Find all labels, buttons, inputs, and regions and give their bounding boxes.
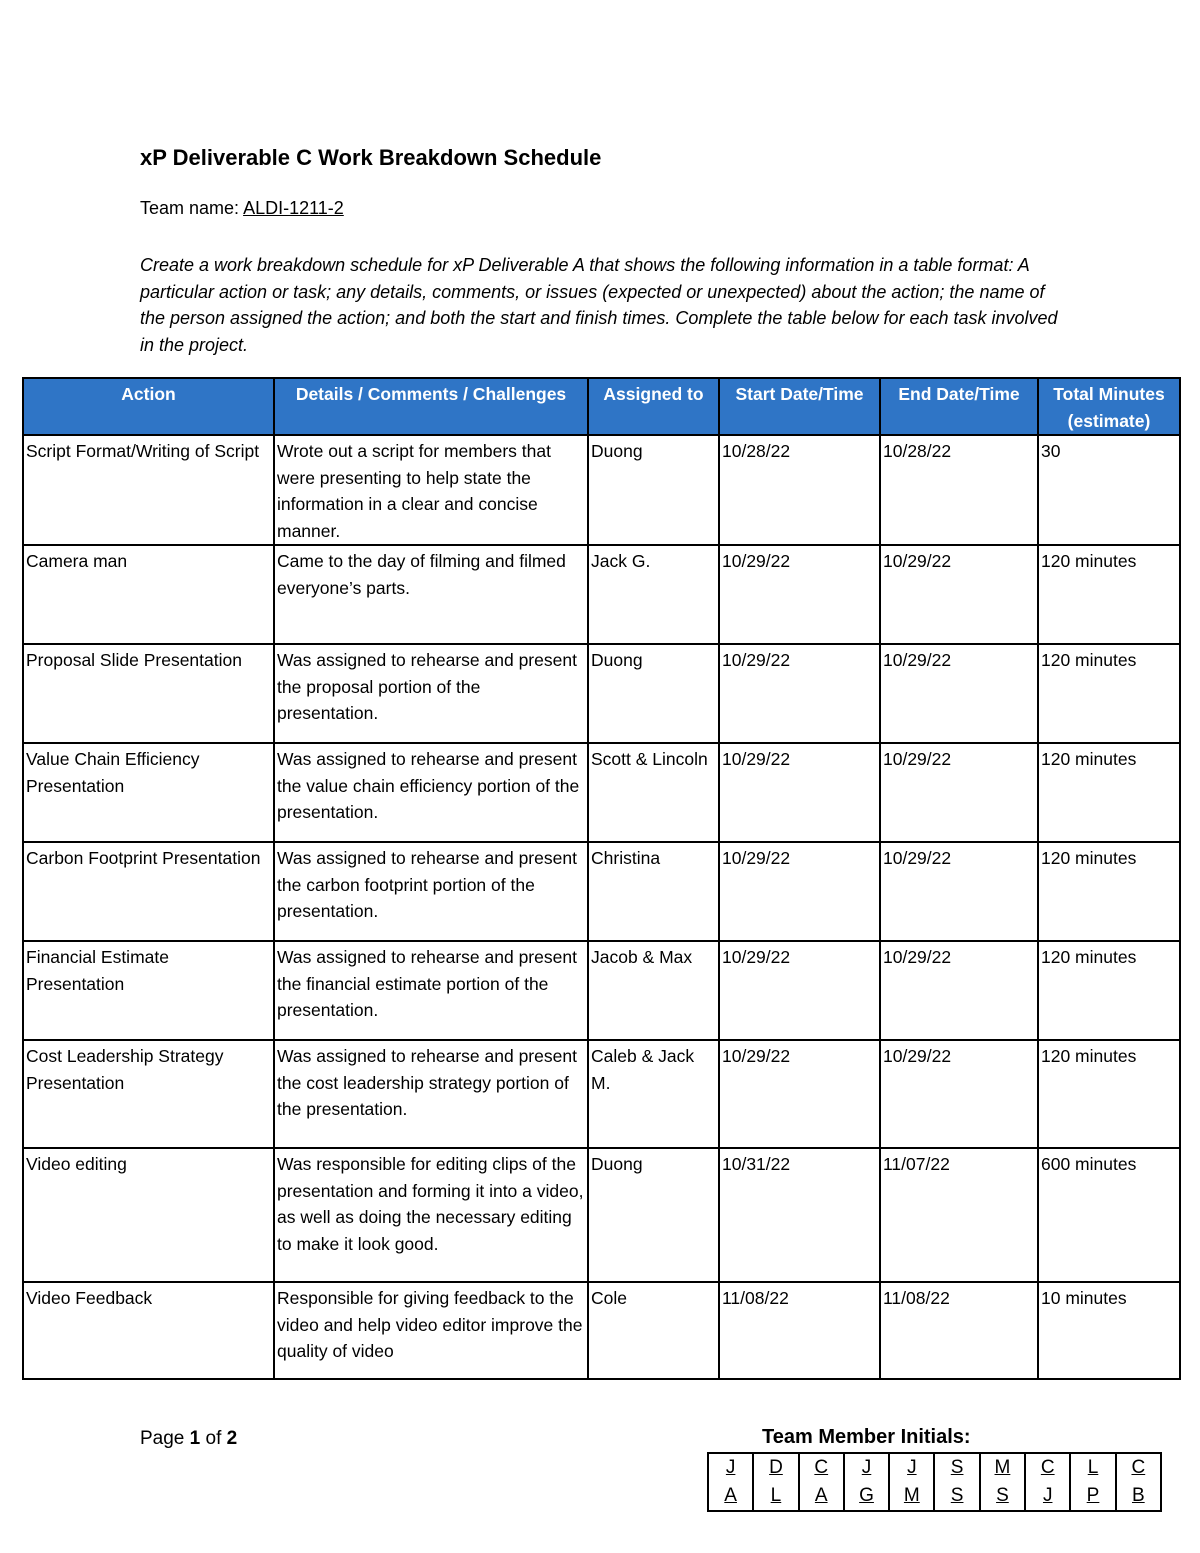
- cell-minutes: 120 minutes: [1038, 1040, 1180, 1148]
- cell-start: 10/29/22: [719, 644, 880, 743]
- initial-bottom: B: [1131, 1485, 1145, 1506]
- team-name-line: [140, 198, 344, 219]
- table-row: [23, 435, 1180, 545]
- initial-top: C: [1040, 1457, 1055, 1478]
- page-word: Page: [140, 1428, 190, 1449]
- initial-bottom: P: [1086, 1485, 1100, 1506]
- cell-action: Camera man: [23, 545, 274, 644]
- initial-bottom: A: [724, 1485, 737, 1506]
- initials-cell: [753, 1453, 798, 1511]
- cell-end: 10/29/22: [880, 1040, 1038, 1148]
- initial-top: M: [994, 1457, 1011, 1478]
- cell-minutes: 600 minutes: [1038, 1148, 1180, 1282]
- initials-cell: [980, 1453, 1025, 1511]
- cell-details: Was responsible for editing clips of the presentation and forming it into a video, as well as doing the necessary editing to make it look good.: [274, 1148, 588, 1282]
- initials-cell: [1025, 1453, 1070, 1511]
- page-current: 1: [189, 1428, 201, 1449]
- cell-details: Was assigned to rehearse and present the financial estimate portion of the presentation.: [274, 941, 588, 1040]
- cell-assigned: Scott & Lincoln: [588, 743, 719, 842]
- initials-cell: [889, 1453, 934, 1511]
- header-assigned: Assigned to: [588, 378, 719, 435]
- document-title: xP Deliverable C Work Breakdown Schedule: [140, 145, 602, 170]
- cell-action: Script Format/Writing of Script: [23, 435, 274, 545]
- cell-minutes: 120 minutes: [1038, 545, 1180, 644]
- team-name-label: Team name:: [140, 198, 244, 218]
- initial-top: D: [769, 1457, 783, 1478]
- cell-start: 10/29/22: [719, 842, 880, 941]
- cell-details: Was assigned to rehearse and present the value chain efficiency portion of the presentation.: [274, 743, 588, 842]
- table-header-row: [23, 378, 1180, 435]
- cell-assigned: Cole: [588, 1282, 719, 1379]
- cell-details: Was assigned to rehearse and present the carbon footprint portion of the presentation.: [274, 842, 588, 941]
- team-name-value: ALDI-1211-2: [243, 198, 344, 218]
- cell-action: Carbon Footprint Presentation: [23, 842, 274, 941]
- cell-minutes: 30: [1038, 435, 1180, 545]
- initials-label: Team Member Initials:: [762, 1426, 971, 1448]
- table-row: [23, 842, 1180, 941]
- initial-top: J: [907, 1457, 917, 1478]
- table-row: [23, 1148, 1180, 1282]
- initial-bottom: G: [859, 1485, 874, 1506]
- cell-start: 10/29/22: [719, 545, 880, 644]
- cell-end: 10/29/22: [880, 941, 1038, 1040]
- cell-start: 10/29/22: [719, 941, 880, 1040]
- cell-start: 10/29/22: [719, 743, 880, 842]
- cell-details: Was assigned to rehearse and present the proposal portion of the presentation.: [274, 644, 588, 743]
- table-row: [23, 1282, 1180, 1379]
- table-row: [23, 941, 1180, 1040]
- header-minutes: Total Minutes (estimate): [1038, 378, 1180, 435]
- cell-assigned: Caleb & Jack M.: [588, 1040, 719, 1148]
- cell-action: Financial Estimate Presentation: [23, 941, 274, 1040]
- cell-assigned: Duong: [588, 644, 719, 743]
- initial-bottom: M: [903, 1485, 920, 1506]
- cell-end: 11/08/22: [880, 1282, 1038, 1379]
- initial-top: J: [725, 1457, 736, 1478]
- page-total: 2: [226, 1428, 238, 1449]
- cell-end: 10/29/22: [880, 644, 1038, 743]
- header-action: Action: [23, 378, 274, 435]
- initial-top: C: [814, 1457, 829, 1478]
- initials-cell: [1116, 1453, 1161, 1511]
- initial-top: L: [1087, 1457, 1099, 1478]
- table-row: [23, 743, 1180, 842]
- page-of: of: [200, 1428, 227, 1449]
- work-breakdown-table: [22, 377, 1181, 1380]
- cell-action: Video Feedback: [23, 1282, 274, 1379]
- initial-bottom: J: [1042, 1485, 1053, 1506]
- cell-details: Wrote out a script for members that were presenting to help state the information in a clear and concise manner.: [274, 435, 588, 545]
- cell-minutes: 120 minutes: [1038, 644, 1180, 743]
- cell-assigned: Duong: [588, 1148, 719, 1282]
- cell-minutes: 10 minutes: [1038, 1282, 1180, 1379]
- initial-top: J: [861, 1457, 872, 1478]
- cell-start: 10/31/22: [719, 1148, 880, 1282]
- page-number: [140, 1428, 237, 1450]
- cell-assigned: Jack G.: [588, 545, 719, 644]
- cell-end: 10/28/22: [880, 435, 1038, 545]
- cell-end: 10/29/22: [880, 545, 1038, 644]
- initial-bottom: A: [814, 1485, 828, 1506]
- initials-cell: [1070, 1453, 1115, 1511]
- header-details: Details / Comments / Challenges: [274, 378, 588, 435]
- cell-details: Was assigned to rehearse and present the cost leadership strategy portion of the presentation.: [274, 1040, 588, 1148]
- table-row: [23, 1040, 1180, 1148]
- cell-start: 11/08/22: [719, 1282, 880, 1379]
- initials-cell: [934, 1453, 979, 1511]
- cell-assigned: Jacob & Max: [588, 941, 719, 1040]
- initials-cell: [844, 1453, 889, 1511]
- header-end: End Date/Time: [880, 378, 1038, 435]
- initial-bottom: S: [950, 1485, 964, 1506]
- cell-minutes: 120 minutes: [1038, 743, 1180, 842]
- instructions-text: Create a work breakdown schedule for xP Deliverable A that shows the following information in a table format: A particular action or task; any details, comments, or issues (expected or unexpected) about the action; the name of the person assigned the action; and both the start and finish times. Complete the table below for each task involved in the project.: [140, 255, 1058, 355]
- cell-assigned: Christina: [588, 842, 719, 941]
- initial-bottom: L: [770, 1485, 782, 1506]
- cell-end: 10/29/22: [880, 743, 1038, 842]
- table-row: [23, 644, 1180, 743]
- cell-action: Cost Leadership Strategy Presentation: [23, 1040, 274, 1148]
- cell-minutes: 120 minutes: [1038, 941, 1180, 1040]
- cell-action: Proposal Slide Presentation: [23, 644, 274, 743]
- cell-end: 10/29/22: [880, 842, 1038, 941]
- cell-action: Value Chain Efficiency Presentation: [23, 743, 274, 842]
- cell-details: Came to the day of filming and filmed everyone’s parts.: [274, 545, 588, 644]
- initial-top: S: [950, 1457, 964, 1478]
- team-initials-table: [707, 1452, 1162, 1512]
- cell-assigned: Duong: [588, 435, 719, 545]
- initial-bottom: S: [996, 1485, 1009, 1506]
- cell-start: 10/28/22: [719, 435, 880, 545]
- initials-cell: [799, 1453, 844, 1511]
- cell-action: Video editing: [23, 1148, 274, 1282]
- header-start: Start Date/Time: [719, 378, 880, 435]
- cell-start: 10/29/22: [719, 1040, 880, 1148]
- cell-end: 11/07/22: [880, 1148, 1038, 1282]
- initials-cell: [708, 1453, 753, 1511]
- initial-top: C: [1131, 1457, 1146, 1478]
- cell-details: Responsible for giving feedback to the video and help video editor improve the quality of video: [274, 1282, 588, 1379]
- cell-minutes: 120 minutes: [1038, 842, 1180, 941]
- table-row: [23, 545, 1180, 644]
